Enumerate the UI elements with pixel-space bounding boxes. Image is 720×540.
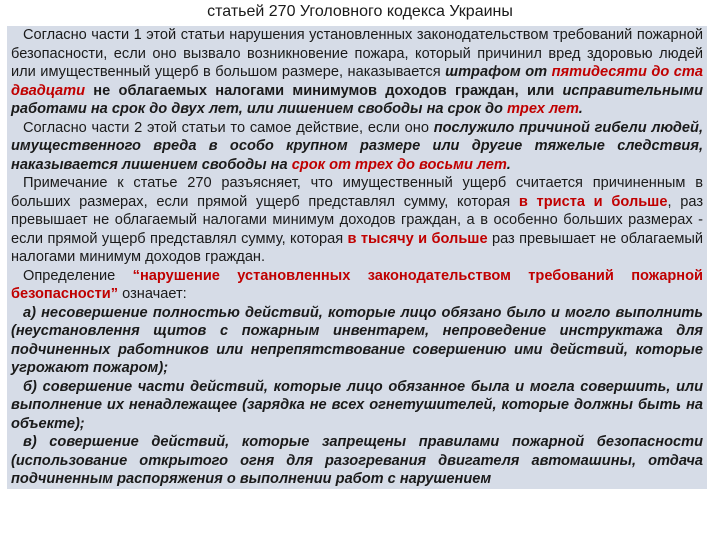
p1-three-years: трех лет xyxy=(506,101,579,117)
p1-minimums: не облагаемых налогами минимумов доходов граждан, или xyxy=(85,82,563,99)
p2-end: . xyxy=(506,156,511,173)
paragraph-part-1 xyxy=(11,26,703,119)
list-item-c: в) совершение действий, которые запрещены правилами пожарной безопасности (использование открытого огня для разогревания двигателя автомашины, отдача подчиненным распоряжения о выполнении работ с нарушением xyxy=(11,434,703,487)
p4-term: “нарушение установленных законодательством требований пожарной безопасности” xyxy=(11,267,704,302)
paragraph-definition xyxy=(11,267,703,304)
slide-title: статьей 270 Уголовного кодекса Украины xyxy=(207,3,513,20)
p3-text-2: , раз превышает не облагаемый налогами минимум доходов граждан, а в особенно больших размерах - если прямой ущерб представлял сумму, которая xyxy=(11,193,704,247)
text-block xyxy=(7,26,707,489)
p2-consequences: послужило причиной гибели людей, имущественного вреда в особо крупном размере или другие тяжелые следствия, наказывается лишением свободы на xyxy=(11,119,703,173)
p3-text-3: раз превышает не облагаемый налогами минимум доходов граждан. xyxy=(11,230,703,265)
p1-corrective-work: исправительными работами на срок до двух лет, или лишением свободы на срок до xyxy=(11,82,703,117)
list-item-a: а) несовершение полностью действий, которые лицо обязано было и могло выполнить (неустановлення щитов с пожарным инвентарем, непроведение инструктажа для подчиненных работников или непрепятствование совершению ими действий, которые угрожают пожаром); xyxy=(11,304,703,376)
p1-text: Согласно части 1 этой статьи нарушения установленных законодательством требований пожарной безопасности, если оно вызвало возникновение пожара, который причинил вред здоровью людей или имущественный ущерб в большом размере, наказывается xyxy=(11,27,703,80)
p1-end: . xyxy=(578,101,583,117)
p2-text: Согласно части 2 этой статьи то самое действие, если оно xyxy=(23,119,434,136)
paragraph-part-2 xyxy=(11,119,703,175)
p2-term: срок от трех до восьми лет xyxy=(291,156,507,173)
p1-penalty-fine: штрафом от xyxy=(445,64,552,80)
p3-three-hundred: в триста и больше xyxy=(518,193,668,210)
p3-thousand: в тысячу и больше xyxy=(347,230,488,247)
list-item-b: б) совершение части действий, которые лицо обязанное была и могла совершить, или выполнение их ненадлежащее (зарядка не всех огнетушителей, которые должны быть на объекте); xyxy=(11,378,703,432)
p4-text-2: означает: xyxy=(118,286,187,302)
p1-fine-amount: пятидесяти до ста двадцати xyxy=(11,64,703,99)
p4-text: Определение xyxy=(23,267,133,284)
p3-text: Примечание к статье 270 разъясняет, что имущественный ущерб считается причиненным в больших размерах, если прямой ущерб представлял сумму, которая xyxy=(11,175,703,210)
paragraph-note xyxy=(11,174,703,267)
